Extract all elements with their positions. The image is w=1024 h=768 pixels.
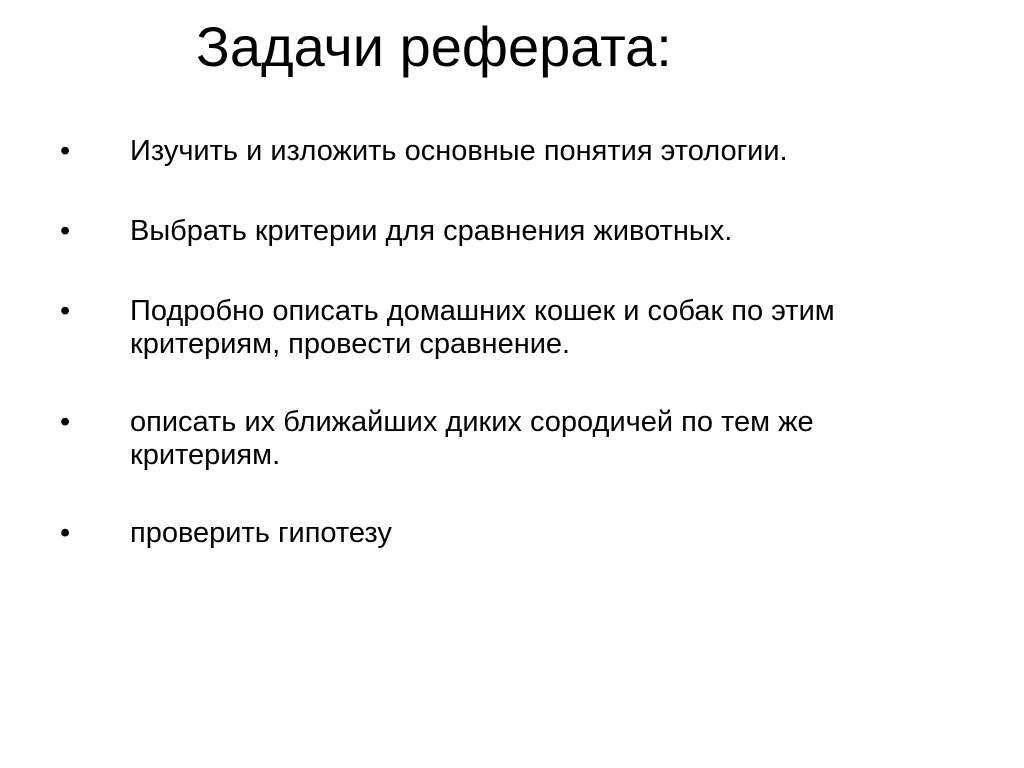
bullet-dot: • xyxy=(60,215,71,247)
bullet-dot: • xyxy=(60,517,71,549)
bullet-list xyxy=(60,135,1000,597)
bullet-item xyxy=(60,295,1000,361)
bullet-text-line-2: критериям. xyxy=(130,439,281,471)
bullet-text-line-2: критериям, провести сравнение. xyxy=(130,328,571,360)
bullet-dot: • xyxy=(60,406,71,438)
bullet-dot: • xyxy=(60,135,71,167)
bullet-text-line-1: Подробно описать домашних кошек и собак по этим xyxy=(130,295,835,327)
slide-title: Задачи реферата: xyxy=(196,15,672,78)
bullet-item xyxy=(60,406,1000,472)
bullet-text-line-1: описать их ближайших диких сородичей по тем же xyxy=(130,406,814,438)
bullet-text: Выбрать критерии для сравнения животных. xyxy=(130,215,733,247)
bullet-item xyxy=(60,517,1000,550)
bullet-text: Изучить и изложить основные понятия этологии. xyxy=(130,135,788,167)
bullet-dot: • xyxy=(60,295,71,327)
bullet-item xyxy=(60,135,1000,168)
bullet-text: проверить гипотезу xyxy=(130,517,392,549)
bullet-item xyxy=(60,215,1000,248)
